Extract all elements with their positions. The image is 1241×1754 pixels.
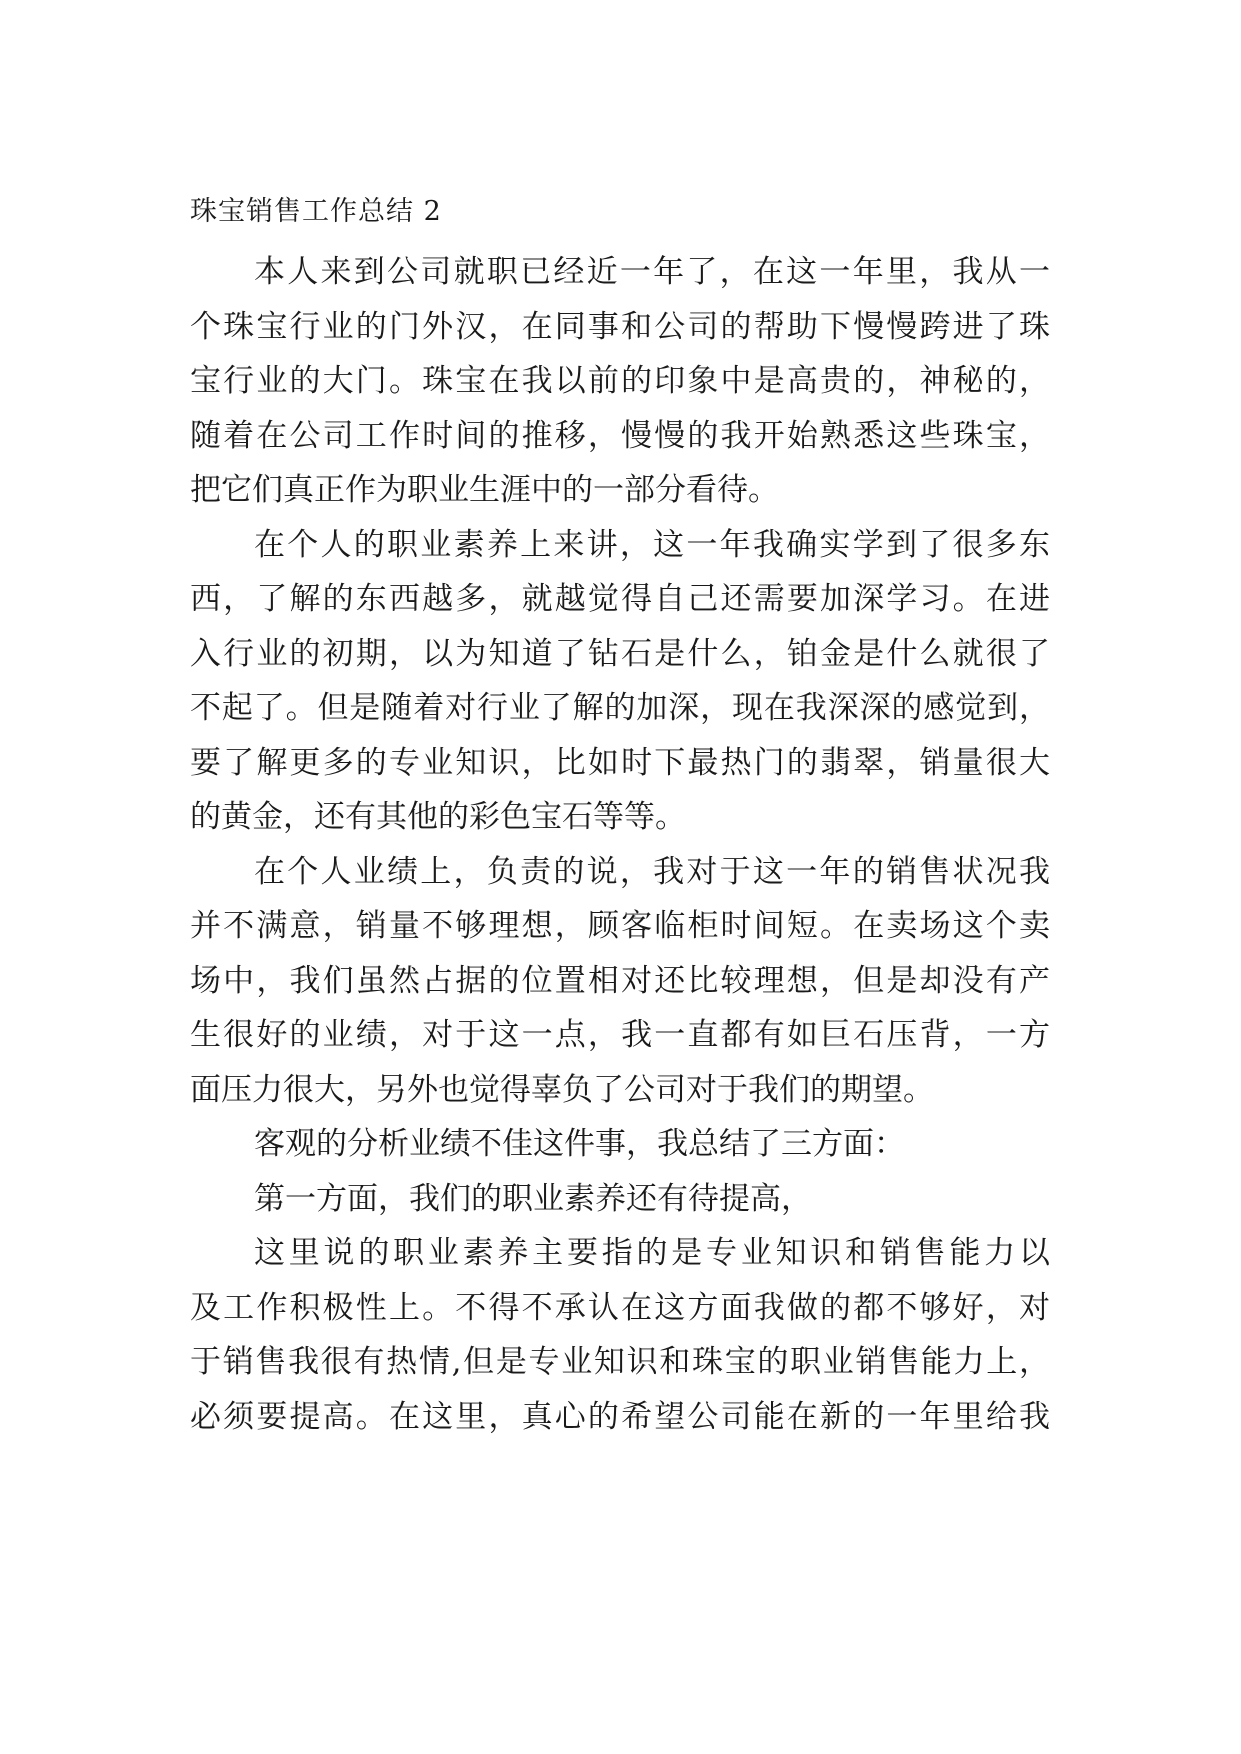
body-line: 场中，我们虽然占据的位置相对还比较理想，但是却没有产 (190, 963, 1050, 999)
body-line: 及工作积极性上。不得不承认在这方面我做的都不够好，对 (190, 1290, 1050, 1326)
body-line: 于销售我很有热情,但是专业知识和珠宝的职业销售能力上， (190, 1344, 1050, 1380)
body-line: 这里说的职业素养主要指的是专业知识和销售能力以 (254, 1235, 1050, 1271)
document-title: 珠宝销售工作总结 2 (190, 196, 442, 227)
body-line: 必须要提高。在这里，真心的希望公司能在新的一年里给我 (190, 1399, 1050, 1435)
body-line: 本人来到公司就职已经近一年了，在这一年里，我从一 (254, 254, 1050, 290)
body-line: 西，了解的东西越多，就越觉得自己还需要加深学习。在进 (190, 581, 1050, 617)
body-line: 生很好的业绩，对于这一点，我一直都有如巨石压背，一方 (190, 1017, 1050, 1053)
body-line: 入行业的初期，以为知道了钻石是什么，铂金是什么就很了 (190, 636, 1050, 672)
body-line: 把它们真正作为职业生涯中的一部分看待。 (190, 472, 779, 508)
body-line: 个珠宝行业的门外汉，在同事和公司的帮助下慢慢跨进了珠 (190, 309, 1050, 345)
body-line: 不起了。但是随着对行业了解的加深，现在我深深的感觉到， (190, 690, 1050, 726)
body-line: 的黄金，还有其他的彩色宝石等等。 (190, 799, 686, 835)
body-line: 要了解更多的专业知识，比如时下最热门的翡翠，销量很大 (190, 745, 1050, 781)
body-line: 宝行业的大门。珠宝在我以前的印象中是高贵的，神秘的， (190, 363, 1050, 399)
body-line: 并不满意，销量不够理想，顾客临柜时间短。在卖场这个卖 (190, 908, 1050, 944)
body-line: 客观的分析业绩不佳这件事，我总结了三方面： (254, 1126, 905, 1162)
body-line: 面压力很大，另外也觉得辜负了公司对于我们的期望。 (190, 1072, 934, 1108)
body-line: 随着在公司工作时间的推移，慢慢的我开始熟悉这些珠宝， (190, 418, 1050, 454)
body-line: 在个人的职业素养上来讲，这一年我确实学到了很多东 (254, 527, 1050, 563)
body-line: 第一方面，我们的职业素养还有待提高， (254, 1181, 812, 1217)
body-line: 在个人业绩上，负责的说，我对于这一年的销售状况我 (254, 854, 1050, 890)
